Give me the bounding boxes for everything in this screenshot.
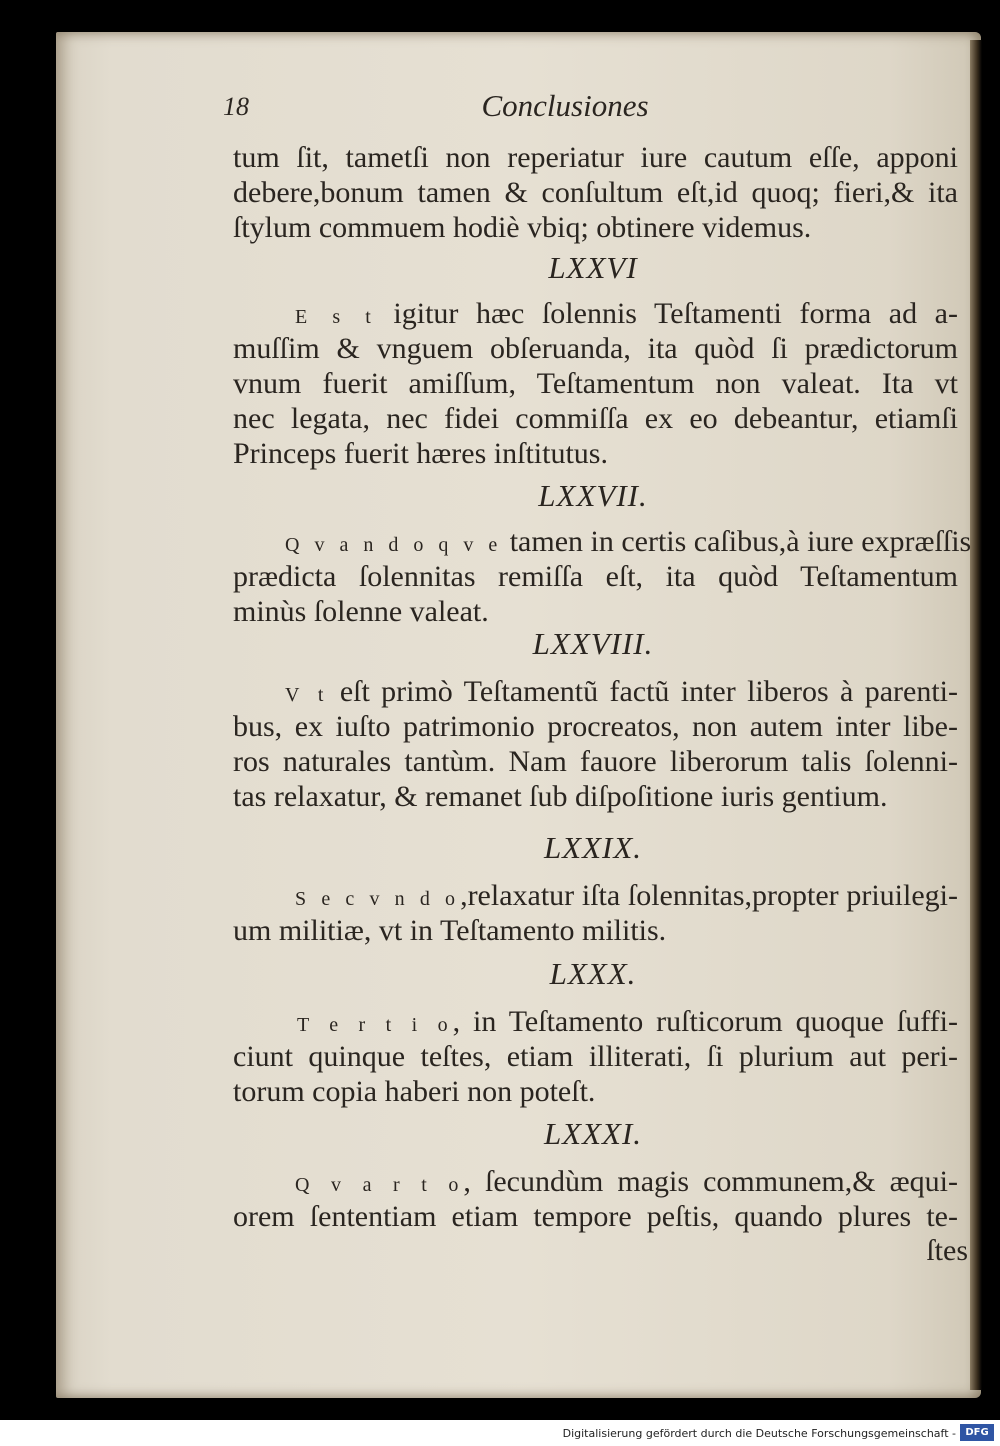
lead-word: Q v a n d o q v e [285, 534, 503, 556]
text-line: torum copia haberi non poteſt. [233, 1075, 596, 1108]
text-line: Princeps fuerit hæres inſtitutus. [233, 437, 608, 470]
text-line: nec legata, nec fidei commiſſa ex eo debeantur, etiamſi [233, 402, 958, 435]
footer-credit: Digitalisierung gefördert durch die Deutsche Forschungsgemeinschaft - [562, 1427, 956, 1440]
text-line: minùs ſolenne valeat. [233, 595, 489, 628]
text-line: muſſim & vnguem obſeruanda, ita quòd ſi prædictorum [233, 332, 958, 365]
text-line: orem ſententiam etiam tempore peſtis, quando plures te- [233, 1200, 958, 1233]
text-line: um militiæ, vt in Teſtamento militis. [233, 914, 667, 947]
running-head: Conclusiones [481, 88, 649, 123]
dfg-logo: DFG [960, 1424, 994, 1441]
footer-bar [0, 1420, 1000, 1446]
lead-word: S e c v n d o [295, 888, 461, 910]
text-line: tas relaxatur, & remanet ſub diſpoſitione iuris gentium. [233, 780, 888, 813]
lead-word: E s t [295, 306, 376, 328]
section-heading: LXXVI [548, 250, 638, 285]
page-number: 18 [223, 92, 249, 121]
section-heading: LXXXI. [543, 1116, 643, 1151]
section-heading: LXXIX. [543, 830, 643, 865]
text-line: Q v a n d o q v e tamen in certis caſibus,à iure expræſſis [285, 525, 972, 558]
text-line: prædicta ſolennitas remiſſa eſt, ita quòd Teſtamentum [233, 560, 958, 593]
text-line: T e r t i o, in Teſtamento ruſticorum quoque ſuffi- [297, 1005, 959, 1038]
text-line: ciunt quinque teſtes, etiam illiterati, ſi plurium aut peri- [233, 1040, 958, 1073]
text-line: vnum fuerit amiſſum, Teſtamentum non valeat. Ita vt [233, 367, 958, 400]
catchword: ſtes [926, 1234, 968, 1267]
lead-word: V t [285, 684, 329, 706]
section-heading: LXXVII. [538, 478, 648, 513]
text-line: E s t igitur hæc ſolennis Teſtamenti forma ad a- [295, 297, 958, 330]
text-line: bus, ex iuſto patrimonio procreatos, non autem inter libe- [233, 710, 958, 743]
section-heading: LXXVIII. [532, 626, 654, 661]
text-line: Q v a r t o, ſecundùm magis communem,& æqui- [295, 1165, 958, 1198]
text-line: tum ſit, tametſi non reperiatur iure cautum eſſe, apponi [233, 141, 958, 174]
lead-word: Q v a r t o [295, 1174, 464, 1196]
text-line: S e c v n d o,relaxatur iſta ſolennitas,propter priuilegi- [295, 879, 958, 912]
text-line: debere,bonum tamen & conſultum eſt,id quoq; fieri,& ita [233, 176, 958, 209]
text-line: ros naturales tantùm. Nam fauore liberorum talis ſolenni- [233, 745, 958, 778]
page-edge-shadow [970, 40, 982, 1390]
section-heading: LXXX. [549, 956, 637, 991]
text-line: ſtylum commuem hodiè vbiq; obtinere videmus. [233, 211, 812, 244]
lead-word: T e r t i o [297, 1014, 453, 1036]
text-line: V t eſt primò Teſtamentũ factũ inter liberos à parenti- [285, 675, 958, 708]
